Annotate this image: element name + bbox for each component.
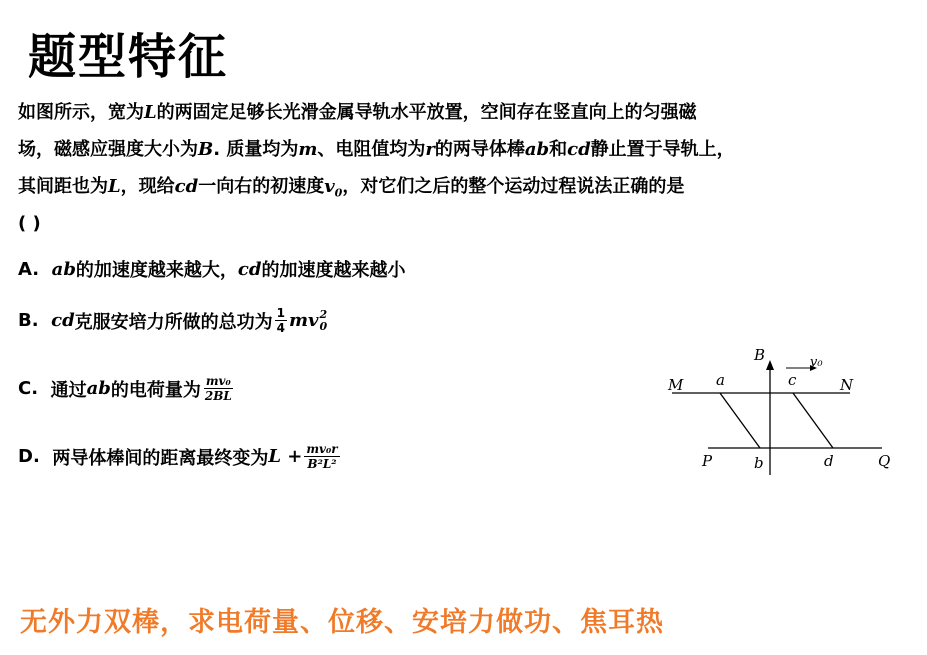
label-n: N — [840, 376, 854, 394]
topic-footer: 无外力双棒，求电荷量、位移、安培力做功、焦耳热 — [20, 607, 664, 638]
question-stem — [18, 94, 918, 242]
rod-cd — [793, 393, 833, 448]
label-b-field: B — [754, 346, 766, 364]
label-p: P — [702, 452, 713, 470]
field-arrow-icon — [766, 360, 774, 370]
fraction-one-quarter: $\frac{1}{4}$ — [276, 306, 286, 335]
stem-line-2: 场，磁感应强度大小为B. 质量均为m、电阻值均为r的两导体棒ab和cd静止置于导轨上， — [18, 139, 735, 160]
stem-line-3: 其间距也为L，现给cd一向右的初速度$v_0$，对它们之后的整个运动过程说法正确的是 — [18, 176, 685, 200]
option-d[interactable]: D. 两导体棒间的距离最终变为 L + $\frac{\text{mv₀r}}{\text{B²L²}}$ — [18, 442, 338, 471]
option-d-label: D. — [18, 446, 40, 467]
stem-line-1: 如图所示，宽为L的两固定足够长光滑金属导轨水平放置，空间存在竖直向上的匀强磁 — [18, 102, 697, 123]
fraction-distance: $\frac{\text{mv₀r}}{\text{B²L²}}$ — [306, 442, 338, 471]
rail-diagram — [660, 310, 900, 480]
label-q: Q — [878, 452, 891, 470]
page-title: 题型特征 — [28, 29, 229, 85]
fraction-charge: $\frac{\text{mv₀}}{2BL}$ — [204, 374, 232, 403]
rod-ab — [720, 393, 760, 448]
option-c[interactable]: C. 通过 ab 的电荷量为 $\frac{\text{mv₀}}{2BL}$ — [18, 374, 232, 403]
label-d: d — [824, 452, 834, 470]
label-a: a — [716, 371, 725, 389]
option-b-label: B. — [18, 310, 39, 331]
label-v0: v₀ — [810, 355, 823, 370]
label-c: c — [788, 371, 797, 389]
option-a-label: A. — [18, 258, 40, 280]
option-c-label: C. — [18, 378, 39, 399]
option-a[interactable]: A. ab 的加速度越来越大， cd 的加速度越来越小 — [18, 258, 406, 281]
label-m: M — [668, 376, 684, 394]
label-b: b — [754, 454, 764, 472]
option-b[interactable]: B. cd 克服安培力所做的总功为 $\frac{1}{4}$ mv 2 0 — [18, 306, 328, 335]
answer-blank: ( ) — [18, 213, 41, 234]
